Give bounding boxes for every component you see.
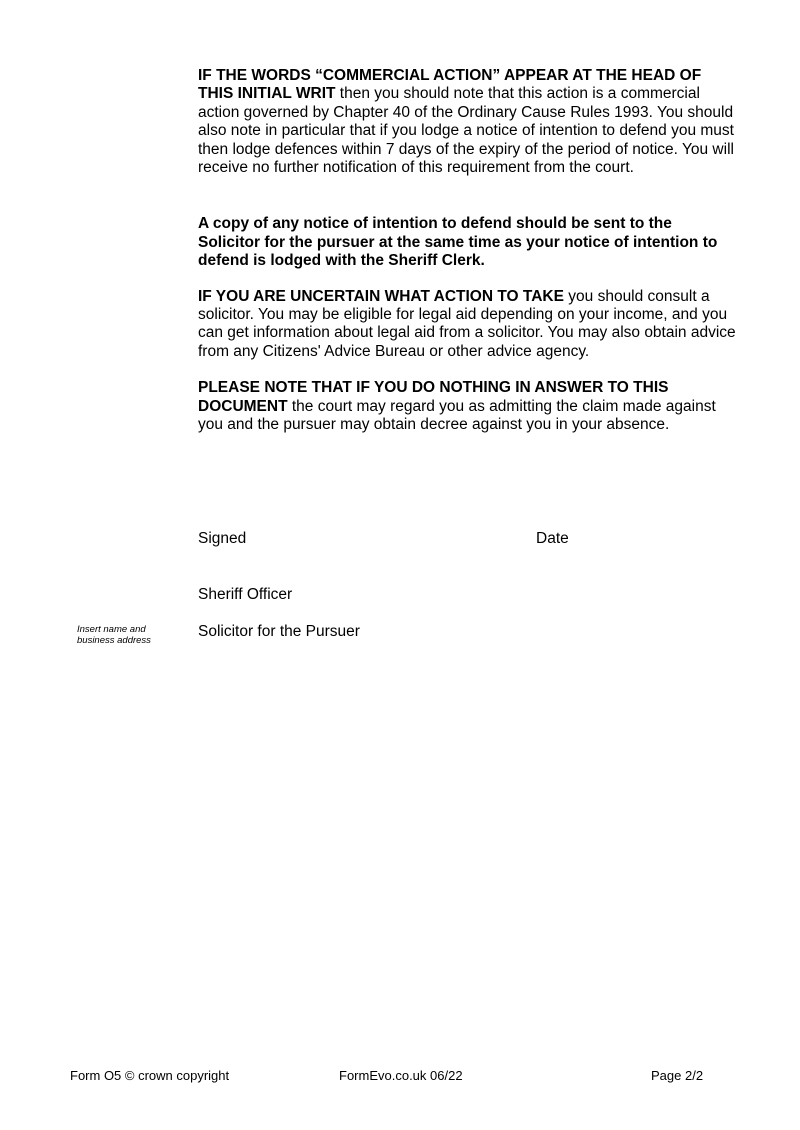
footer-page-number: Page 2/2 [651,1068,704,1083]
commercial-action-text: then you should note that this action is a commercial action governed by Chapter 40 of the Ordinary Cause Rules 1993. You should also note in particular that if you lodge a notice of intention to defend you must then lodge defences within 7 days of the expiry of the period of notice. You will receive no further notification of this requirement from the court. [198,85,734,177]
commercial-action-paragraph [198,67,738,177]
please-note-paragraph [198,379,738,434]
margin-note-line: business address [77,635,151,646]
footer-source: FormEvo.co.uk 06/22 [339,1068,463,1083]
sheriff-officer-label: Sheriff Officer [198,586,293,603]
copy-notice-paragraph [198,215,738,270]
copy-notice-text: A copy of any notice of intention to defend should be sent to the Solicitor for the pursuer at the same time as your notice of intention to defend is lodged with the Sheriff Clerk. [198,215,718,270]
uncertain-text: you should consult a solicitor. You may be eligible for legal aid depending on your income, and you can get information about legal aid from a solicitor. You may also obtain advice from any Citizens' Advice Bureau or other advice agency. [198,287,736,360]
signature-row [198,530,738,548]
date-label: Date [536,530,569,547]
margin-note [77,624,151,646]
please-note-heading: PLEASE NOTE THAT IF YOU DO NOTHING IN ANSWER TO THIS DOCUMENT [198,379,669,415]
footer-form-id: Form O5 © crown copyright [70,1068,230,1083]
uncertain-heading: IF YOU ARE UNCERTAIN WHAT ACTION TO TAKE [198,287,564,305]
notice-body [198,67,738,435]
margin-note-line: Insert name and [77,624,146,635]
solicitor-label: Solicitor for the Pursuer [198,623,360,640]
uncertain-paragraph [198,288,738,362]
signed-label: Signed [198,530,247,547]
please-note-text: the court may regard you as admitting the claim made against you and the pursuer may obtain decree against you in your absence. [198,397,716,434]
commercial-action-heading: IF THE WORDS “COMMERCIAL ACTION” APPEAR AT THE HEAD OF THIS INITIAL WRIT [198,67,702,103]
